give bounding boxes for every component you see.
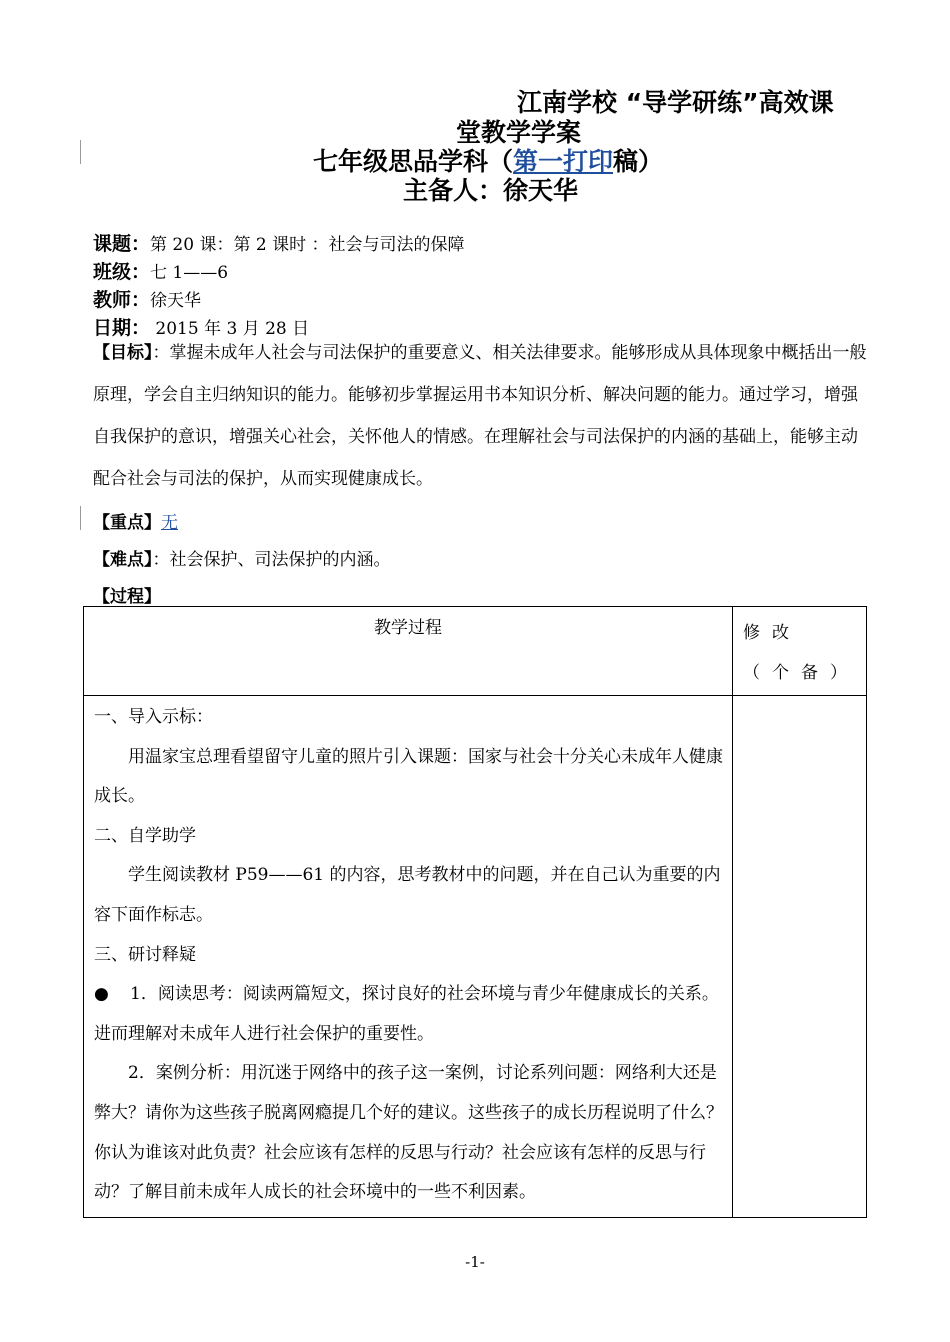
topic-label: 课题： [93,233,151,255]
revision-bar [80,506,81,530]
difficulty-label: 【难点】 [93,550,153,570]
process-label [93,582,161,607]
section-1-title: 一、导入示标： [94,707,213,727]
class-value: 七 1——6 [150,263,229,283]
topic-value: 第 20 课：第 2 课时 ：社会与司法的保障 [150,235,465,255]
focus-label: 【重点】 [93,513,161,533]
item-2: 2．案例分析：用沉迷于网络中的孩子这一案例，讨论系列问题：网络利大还是弊大？请你为这些孩子脱离网瘾提几个好的建议。这些孩子的成长历程说明了什么？你认为谁该对此负责？社会应该有怎样的反思与行动？社会应该有怎样的反思与行动？了解目前未成年人成长的社会环境中的一些不利因素。 [94,1063,723,1203]
goal-text: ：掌握未成年人社会与司法保护的重要意义、相关法律要求。能够形成从具体现象中概括出一般原理，学会自主归纳知识的能力。能够初步掌握运用书本知识分析、解决问题的能力。通过学习，增强自我保护的意识，增强关心社会，关怀他人的情感。在理解社会与司法保护的内涵的基础上，能够主动配合社会与司法的保护，从而实现健康成长。 [93,343,867,489]
header-teaching-process: 教学过程 [84,607,733,696]
goal-label: 【目标】 [93,343,153,363]
revision-mark: 第一打印 [513,147,614,176]
item-1-text: 1．阅读思考：阅读两篇短文，探讨良好的社会环境与青少年健康成长的关系。进而理解对未成年人进行社会保护的重要性。 [94,984,719,1044]
revision-bar [80,140,81,164]
header-revision: 修改（个备） [733,607,867,696]
title-line-2: 堂教学学案 [456,118,582,147]
process-label-text: 【过程】 [93,587,161,607]
teacher-line [93,285,201,312]
teaching-process-cell [84,696,733,1218]
class-line [93,257,228,284]
page-number: -1- [465,1253,485,1271]
section-1-text: 用温家宝总理看望留守儿童的照片引入课题：国家与社会十分关心未成年人健康成长。 [94,746,723,807]
title-line-3-prefix: 七年级思品学科（ [313,147,514,176]
title-line-4: 主备人：徐天华 [403,176,579,205]
goal-paragraph [93,332,873,500]
focus-value: 无 [161,513,178,533]
focus-line [93,508,178,533]
section-2-text: 学生阅读教材 P59——61 的内容，思考教材中的问题，并在自己认为重要的内容下面作标志。 [94,865,721,925]
title-line-1: 江南学校 “导学研练”高效课 [517,88,834,117]
teacher-value: 徐天华 [150,291,202,311]
date-label: 日期： [93,317,151,339]
section-2-title: 二、自学助学 [94,825,196,846]
revision-cell [733,696,867,1218]
table-header-row [84,607,867,696]
process-table [83,606,867,1218]
date-value: 2015 年 3 月 28 日 [150,319,310,339]
section-3-title: 三、研讨释疑 [94,944,196,965]
difficulty-line [93,545,391,570]
difficulty-value: ：社会保护、司法保护的内涵。 [152,550,391,570]
teacher-label: 教师： [93,289,151,311]
table-body-row [84,696,867,1218]
topic-line [93,229,464,256]
class-label: 班级： [93,261,151,283]
bullet-icon: ● [94,984,109,1005]
item-1 [94,975,724,1054]
title-line-3-suffix: 稿） [613,147,664,176]
